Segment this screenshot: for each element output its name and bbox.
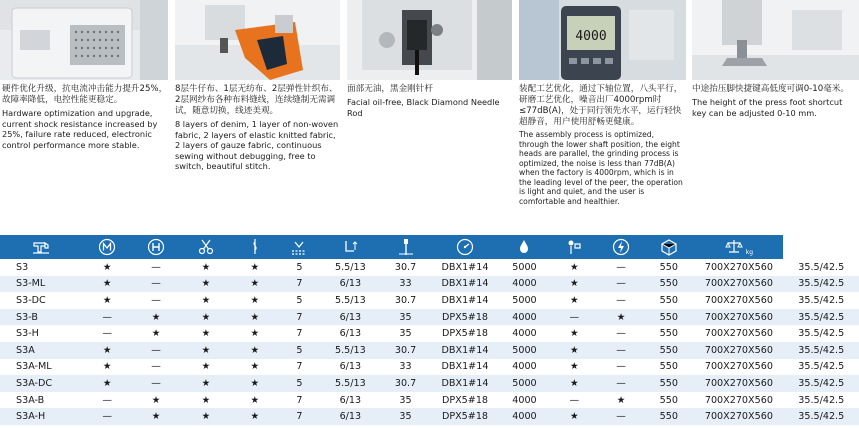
cell-stitch-count: 7 [296,311,303,323]
cell-package-size: 700X270X560 [704,328,773,340]
cell-foot-height: 35 [399,411,412,423]
cell-thread: ★ [250,411,260,423]
cell-trimmer: ★ [201,344,211,356]
cell-oil-free: ★ [570,411,579,423]
cell-thread: ★ [250,377,260,389]
feature-2-zh: 8层牛仔布、1层无纺布、2层弹性针织布、2层网纱布各种布料缝线，连续缝制无需调试，随意切换，线迹美观。 [175,84,338,116]
table-header-row [0,235,859,259]
cell-oil-free: ★ [570,344,579,356]
spec-table [0,235,859,425]
cell-stitch-count: 5 [296,294,303,306]
cell-thread: ★ [250,278,260,290]
cell-foot-height: 35 [399,394,412,406]
cell-weight: 35.5/42.5 [798,328,845,340]
cell-needle: DBX1#14 [441,377,489,389]
cell-thread: ★ [250,344,260,356]
cell-backtack: — [616,361,626,373]
cell-stitch-count: 7 [296,411,303,423]
cell-stitch-length: 6/13 [339,394,362,406]
header-power [599,235,644,259]
feature-text-2 [175,84,340,172]
cell-trimmer: ★ [201,261,211,273]
cell-weight: 35.5/42.5 [798,294,845,306]
cell-h: — [151,344,161,356]
cell-backtack: — [616,261,626,273]
cell-h: ★ [151,411,161,423]
cell-m: — [102,394,113,406]
table-row [0,375,859,392]
cell-foot-height: 30.7 [394,377,417,389]
cell-oil-free: ★ [570,278,579,290]
cell-trimmer: ★ [201,411,211,423]
cell-m: ★ [102,377,112,389]
cell-needle: DBX1#14 [441,361,489,373]
cell-foot-height: 35 [399,328,412,340]
cell-foot-height: 30.7 [394,344,417,356]
cell-trimmer: ★ [201,394,211,406]
stitch-length-icon [290,238,308,256]
cell-power: 550 [659,411,678,423]
cell-power: 550 [659,361,678,373]
cell-stitch-length: 6/13 [339,311,362,323]
cell-m: — [102,328,113,340]
cell-power: 550 [659,377,678,389]
cell-backtack: — [616,344,626,356]
cell-model: S3 [16,261,29,273]
cell-model: S3A-DC [16,377,53,389]
oil-drop-icon [515,238,533,256]
cell-m: ★ [102,344,112,356]
header-weight [694,235,783,259]
cell-needle: DBX1#14 [441,261,489,273]
cell-package-size: 700X270X560 [704,344,773,356]
cell-foot-height: 35 [399,311,412,323]
cell-stitch-count: 7 [296,394,303,406]
cell-h: ★ [151,328,161,340]
cell-speed: 4000 [512,394,537,406]
header-model [0,235,83,259]
header-stitch-length [278,235,320,259]
cell-stitch-length: 5.5/13 [334,344,366,356]
meter-readout: 4000 [575,29,607,44]
photo-noise-meter [519,0,686,80]
cell-stitch-length: 5.5/13 [334,377,366,389]
cell-foot-height: 33 [399,361,412,373]
cell-weight: 35.5/42.5 [798,394,845,406]
cell-weight: 35.5/42.5 [798,311,845,323]
feature-4-zh: 装配工艺优化，通过下轴位置，八头平行，研磨工艺优化，噪音出厂4000rpm时≤77dB(A)，处于同行领先水平，运行轻快超静音，用户使用舒畅更健康。 [519,84,683,127]
cell-stitch-count: 7 [296,328,303,340]
cell-package-size: 700X270X560 [704,411,773,423]
cell-oil-free: ★ [570,294,579,306]
cell-stitch-length: 6/13 [339,361,362,373]
cell-backtack: — [616,294,626,306]
cell-backtack: — [616,411,626,423]
cell-m: ★ [102,261,112,273]
cell-model: S3A-ML [16,361,52,373]
cell-h: — [151,294,161,306]
photo-needle-rod [347,0,512,80]
cell-foot-height: 30.7 [394,294,417,306]
table-row [0,392,859,409]
cell-m: ★ [102,294,112,306]
cell-speed: 5000 [512,261,537,273]
cell-speed: 4000 [512,311,537,323]
cell-needle: DBX1#14 [441,294,489,306]
feature-4-en: The assembly process is optimized, through the lower shaft position, the eight heads are parallel, the grinding process is optimized, the noise is less than 77dB(A) when the factory is 4000rpm, which is in the leading level of the peer, the operation is light and quiet, and the user is comfortable and healthier. [519,130,683,206]
cell-speed: 4000 [512,278,537,290]
cell-weight: 35.5/42.5 [798,278,845,290]
cell-model: S3A [16,344,35,356]
cell-oil-free: ★ [570,328,579,340]
cell-oil-free: — [569,311,580,323]
cell-stitch-length: 6/13 [339,411,362,423]
presser-foot-height-icon [341,238,359,256]
cell-stitch-count: 7 [296,361,303,373]
cell-oil-free: — [569,394,580,406]
cell-foot-height: 30.7 [394,261,417,273]
table-row [0,342,859,359]
cell-stitch-length: 5.5/13 [334,261,366,273]
cell-backtack: — [616,328,626,340]
cell-needle: DPX5#18 [441,411,489,423]
cell-weight: 35.5/42.5 [798,411,845,423]
photo-control-panel [0,0,168,80]
cell-foot-height: 33 [399,278,412,290]
cell-speed: 4000 [512,361,537,373]
cell-stitch-length: 6/13 [339,328,362,340]
backtack-icon [565,238,583,256]
table-row [0,309,859,326]
cell-package-size: 700X270X560 [704,377,773,389]
cell-power: 550 [659,344,678,356]
cell-trimmer: ★ [201,328,211,340]
cell-speed: 4000 [512,328,537,340]
cell-h: — [151,261,161,273]
cell-thread: ★ [250,311,260,323]
cell-thread: ★ [250,328,260,340]
weight-scale-icon [725,238,743,256]
cell-power: 550 [659,394,678,406]
cell-backtack: — [616,377,626,389]
table-row [0,292,859,309]
cell-trimmer: ★ [201,311,211,323]
cell-power: 550 [659,261,678,273]
cell-trimmer: ★ [201,377,211,389]
cell-thread: ★ [250,394,260,406]
cell-h: — [151,361,161,373]
feature-1-en: Hardware optimization and upgrade, current shock resistance increased by 25%, failure rate reduced, electronic control performance more stable. [2,108,158,150]
package-box-icon [660,238,678,256]
table-row [0,259,859,276]
header-speed [431,235,499,259]
photo-presser-foot [692,0,859,80]
cell-stitch-count: 7 [296,278,303,290]
cell-oil-free: ★ [570,377,579,389]
cell-model: S3A-H [16,411,46,423]
header-needle-thread [231,235,278,259]
cell-m: — [102,311,113,323]
header-thread-trimmer [180,235,231,259]
feature-5-en: The height of the press foot shortcut key can be adjusted 0-10 mm. [692,97,843,118]
header-oil [499,235,550,259]
cell-needle: DBX1#14 [441,344,489,356]
feature-text-1 [2,84,168,150]
cell-model: S3-H [16,328,39,340]
cell-package-size: 700X270X560 [704,311,773,323]
cell-thread: ★ [250,361,260,373]
cell-package-size: 700X270X560 [704,361,773,373]
feature-text-5 [692,84,857,118]
cell-trimmer: ★ [201,361,211,373]
cell-h: ★ [151,311,161,323]
cell-needle: DPX5#18 [441,328,489,340]
needle-icon [397,238,415,256]
cell-m: — [102,411,113,423]
cell-h: — [151,377,161,389]
cell-package-size: 700X270X560 [704,261,773,273]
cell-backtack: ★ [616,311,626,323]
cell-speed: 5000 [512,294,537,306]
cell-trimmer: ★ [201,294,211,306]
cell-oil-free: ★ [570,361,579,373]
cell-backtack: — [616,278,626,290]
cell-power: 550 [659,311,678,323]
feature-2-en: 8 layers of denim, 1 layer of non-woven fabric, 2 layers of elastic knitted fabric, 2 layers of gauze fabric, continuous sewing without debugging, free to switch, beautiful stitch. [175,119,339,172]
cell-stitch-length: 5.5/13 [334,294,366,306]
header-m [83,235,132,259]
cell-package-size: 700X270X560 [704,278,773,290]
cell-stitch-count: 5 [296,344,303,356]
cell-trimmer: ★ [201,278,211,290]
cell-package-size: 700X270X560 [704,294,773,306]
feature-5-zh: 中途抬压脚快捷键高低度可调0-10毫米。 [692,84,850,94]
feature-text-4 [519,84,685,206]
feature-1-zh: 硬件优化升级，抗电流冲击能力提升25%，故障率降低，电控性能更稳定。 [2,84,168,105]
cell-thread: ★ [250,294,260,306]
table-row [0,408,859,425]
cell-speed: 5000 [512,377,537,389]
cell-power: 550 [659,294,678,306]
sewing-machine-icon [32,238,50,256]
cell-backtack: ★ [616,394,626,406]
cell-weight: 35.5/42.5 [798,261,845,273]
cell-speed: 5000 [512,344,537,356]
cell-m: ★ [102,278,112,290]
power-icon [612,238,630,256]
cell-needle: DPX5#18 [441,394,489,406]
cell-thread: ★ [250,261,260,273]
header-h [132,235,181,259]
cell-power: 550 [659,278,678,290]
header-needle [380,235,431,259]
cell-stitch-length: 6/13 [339,278,362,290]
cell-weight: 35.5/42.5 [798,361,845,373]
feature-3-zh: 面部无油，黑金刚针杆 [347,84,433,94]
cell-weight: 35.5/42.5 [798,344,845,356]
feature-text-3 [347,84,509,118]
cell-needle: DPX5#18 [441,311,489,323]
rpm-gauge-icon [456,238,474,256]
m-circle-icon [98,238,116,256]
needle-thread-icon [246,238,264,256]
cell-stitch-count: 5 [296,377,303,389]
cell-model: S3A-B [16,394,45,406]
cell-speed: 4000 [512,411,537,423]
cell-weight: 35.5/42.5 [798,377,845,389]
header-backtack [550,235,599,259]
cell-m: ★ [102,361,112,373]
cell-power: 550 [659,328,678,340]
scissors-icon [197,238,215,256]
cell-model: S3-ML [16,278,46,290]
photo-fabric-layers [175,0,340,80]
header-foot-height [321,235,380,259]
cell-package-size: 700X270X560 [704,394,773,406]
table-row [0,276,859,293]
cell-model: S3-DC [16,294,46,306]
cell-h: ★ [151,394,161,406]
cell-h: — [151,278,161,290]
table-row [0,325,859,342]
cell-oil-free: ★ [570,261,579,273]
cell-model: S3-B [16,311,38,323]
h-circle-icon [147,238,165,256]
cell-needle: DBX1#14 [441,278,489,290]
header-package [643,235,694,259]
feature-3-en: Facial oil-free, Black Diamond Needle Rod [347,97,500,118]
weight-unit-label: kg [745,249,754,256]
cell-stitch-count: 5 [296,261,303,273]
table-row [0,359,859,376]
